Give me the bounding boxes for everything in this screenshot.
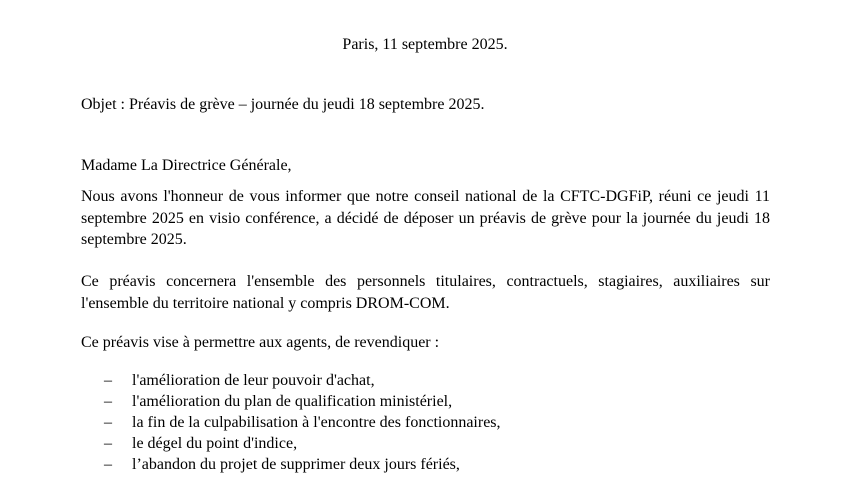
bullet-dash: – (104, 456, 112, 473)
list-item (104, 412, 501, 433)
letter-subject: Objet : Préavis de grève – journée du jeudi 18 septembre 2025. (81, 96, 485, 113)
demand-text: la fin de la culpabilisation à l'encontre des fonctionnaires, (132, 414, 501, 431)
bullet-dash: – (104, 372, 112, 389)
place-and-date: Paris, 11 septembre 2025. (342, 36, 508, 53)
list-item (104, 433, 501, 454)
bullet-dash: – (104, 414, 112, 431)
bullet-dash: – (104, 393, 112, 410)
demand-text: l'amélioration de leur pouvoir d'achat, (132, 372, 375, 389)
demand-text: l’abandon du projet de supprimer deux jours fériés, (132, 456, 460, 473)
demand-text: le dégel du point d'indice, (132, 435, 298, 452)
paragraph-scope: Ce préavis concernera l'ensemble des personnels titulaires, contractuels, stagiaires, auxiliaires sur l'ensemble du territoire national y compris DROM-COM. (81, 273, 770, 312)
paragraph-strike-notice: Nous avons l'honneur de vous informer que notre conseil national de la CFTC-DGFiP, réuni ce jeudi 11 septembre 2025 en visio conférence, a décidé de déposer un préavis de grève pour la journée du jeudi 18 septembre 2025. (81, 188, 770, 248)
paragraph-demands-intro: Ce préavis vise à permettre aux agents, de revendiquer : (81, 334, 440, 351)
list-item (104, 370, 501, 391)
demands-list (104, 370, 501, 475)
salutation: Madame La Directrice Générale, (81, 157, 292, 174)
list-item (104, 391, 501, 412)
bullet-dash: – (104, 435, 112, 452)
list-item (104, 454, 501, 475)
demand-text: l'amélioration du plan de qualification ministériel, (132, 393, 453, 410)
